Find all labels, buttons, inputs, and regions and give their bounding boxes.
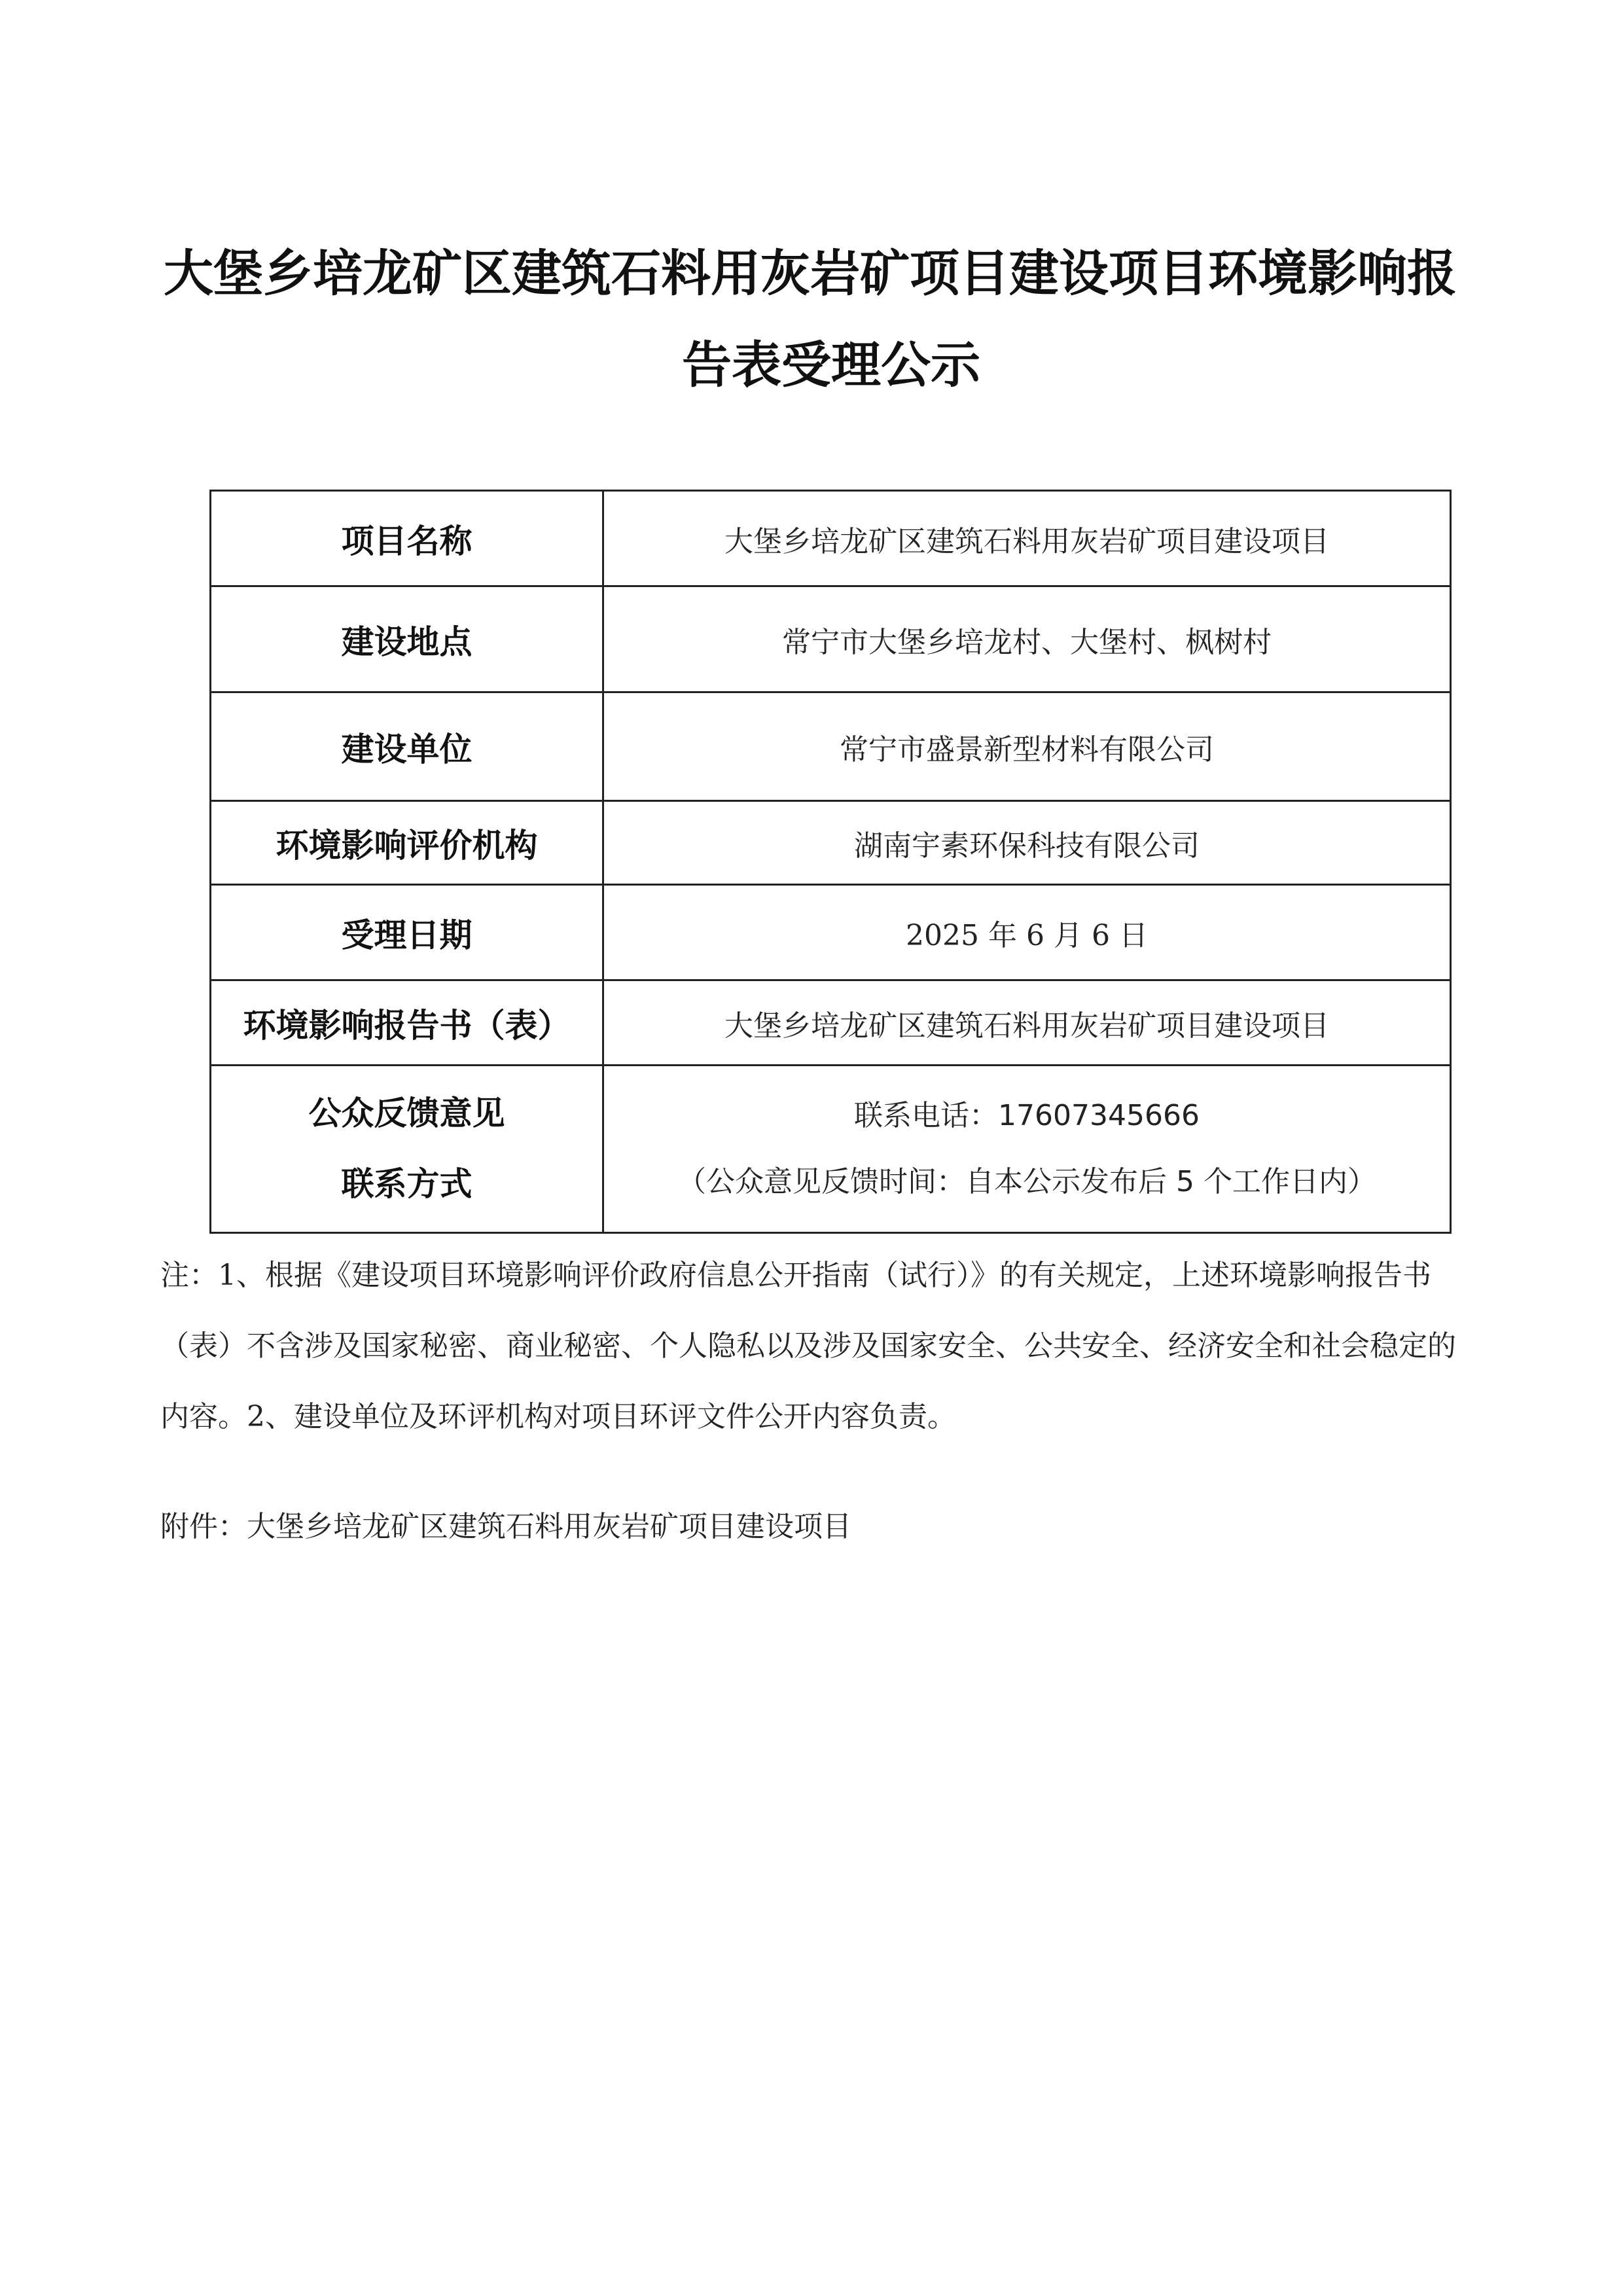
table-row bbox=[211, 1066, 1451, 1233]
feedback-contact-value bbox=[603, 1066, 1451, 1233]
eia-agency-value: 湖南宇素环保科技有限公司 bbox=[603, 801, 1451, 885]
table-row bbox=[211, 491, 1451, 586]
project-name-label: 项目名称 bbox=[211, 491, 603, 586]
feedback-label-line-1: 公众反馈意见 bbox=[308, 1094, 505, 1132]
feedback-time: （公众意见反馈时间：自本公示发布后 5 个工作日内） bbox=[677, 1164, 1376, 1198]
acceptance-date-label: 受理日期 bbox=[211, 885, 603, 980]
acceptance-date-value: 2025 年 6 月 6 日 bbox=[603, 885, 1451, 980]
document-title-line-2: 告表受理公示 bbox=[682, 336, 980, 394]
feedback-contact-label bbox=[211, 1066, 603, 1233]
eia-report-value: 大堡乡培龙矿区建筑石料用灰岩矿项目建设项目 bbox=[603, 980, 1451, 1066]
notes-paragraph: 注：1、根据《建设项目环境影响评价政府信息公开指南（试行）》的有关规定，上述环境影响报告书（表）不含涉及国家秘密、商业秘密、个人隐私以及涉及国家安全、公共安全、经济安全和社会稳定的内容。2、建设单位及环评机构对项目环评文件公开内容负责。 bbox=[160, 1259, 1456, 1433]
table-row bbox=[211, 980, 1451, 1066]
table-row bbox=[211, 801, 1451, 885]
project-name-value: 大堡乡培龙矿区建筑石料用灰岩矿项目建设项目 bbox=[603, 491, 1451, 586]
table-row bbox=[211, 586, 1451, 692]
feedback-phone: 联系电话：17607345666 bbox=[854, 1098, 1200, 1132]
feedback-label-line-2: 联系方式 bbox=[341, 1164, 473, 1203]
construction-unit-value: 常宁市盛景新型材料有限公司 bbox=[603, 692, 1451, 801]
table-row bbox=[211, 885, 1451, 980]
document-title-line-1: 大堡乡培龙矿区建筑石料用灰岩矿项目建设项目环境影响报 bbox=[164, 244, 1457, 302]
eia-agency-label: 环境影响评价机构 bbox=[211, 801, 603, 885]
construction-site-label: 建设地点 bbox=[211, 586, 603, 692]
construction-site-value: 常宁市大堡乡培龙村、大堡村、枫树村 bbox=[603, 586, 1451, 692]
table-row bbox=[211, 692, 1451, 801]
eia-report-label: 环境影响报告书（表） bbox=[211, 980, 603, 1066]
construction-unit-label: 建设单位 bbox=[211, 692, 603, 801]
project-info-table bbox=[209, 490, 1452, 1234]
attachment-line: 附件：大堡乡培龙矿区建筑石料用灰岩矿项目建设项目 bbox=[160, 1510, 851, 1543]
